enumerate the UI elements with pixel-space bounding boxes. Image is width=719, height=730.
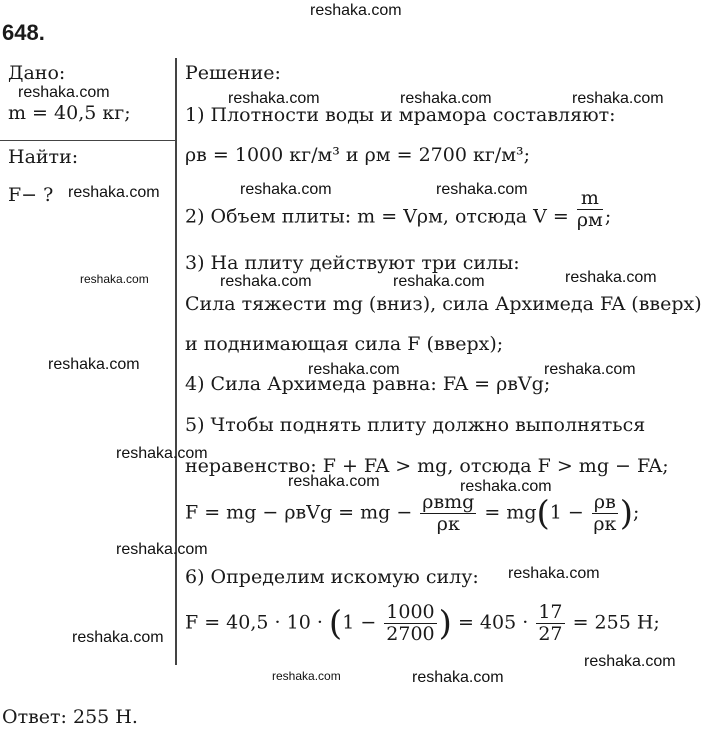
step-1: 1) Плотности воды и мрамора составляют: <box>185 104 616 126</box>
step-5-line-2: неравенство: F + FA > mg, отсюда F > mg − FA; <box>185 455 669 477</box>
step-2-end: ; <box>604 205 612 228</box>
answer: Ответ: 255 Н. <box>2 706 138 728</box>
step-6: 6) Определим искомую силу: <box>185 566 479 588</box>
step-6-numerator: 1000 <box>386 601 435 623</box>
step-6-b: = 405 · <box>457 611 529 634</box>
step-6-formula <box>185 602 660 645</box>
step-2-lhs: V = <box>533 205 569 228</box>
step-6-denominator: 2700 <box>386 622 435 645</box>
step-5-fraction <box>420 492 476 535</box>
watermark: reshaka.com <box>460 478 552 495</box>
step-2-numerator: m <box>577 188 603 210</box>
step-5-formula-b: = mg <box>484 501 537 524</box>
step-2-denominator: ρм <box>576 208 603 231</box>
watermark: reshaka.com <box>572 90 664 107</box>
step-6-denominator-2: 27 <box>538 622 563 645</box>
step-2-text: 2) Объем плиты: m = Vρм, отсюда <box>185 205 528 228</box>
step-5-paren-a: 1 − <box>549 501 584 524</box>
step-5-formula <box>185 492 639 535</box>
left-paren: ( <box>536 493 550 534</box>
step-5-paren-fraction <box>592 492 618 535</box>
step-6-fraction-2 <box>536 602 564 645</box>
right-paren: ) <box>619 493 634 534</box>
step-6-numerator-2: 17 <box>538 601 563 623</box>
watermark: reshaka.com <box>288 473 380 490</box>
step-5-paren-numerator: ρв <box>593 491 616 513</box>
watermark: reshaka.com <box>400 90 492 107</box>
watermark: reshaka.com <box>584 653 676 670</box>
step-6-a: F = 40,5 · 10 · <box>185 611 323 634</box>
watermark: reshaka.com <box>240 181 332 198</box>
left-paren-2: ( <box>328 603 343 644</box>
step-1-formula: ρв = 1000 кг/м³ и ρм = 2700 кг/м³; <box>185 144 530 166</box>
step-5-frac-numerator: ρвmg <box>422 491 475 513</box>
step-5-formula-a: F = mg − ρвVg = mg − <box>185 501 413 524</box>
watermark: reshaka.com <box>508 565 600 582</box>
watermark: reshaka.com <box>68 184 160 201</box>
step-6-paren: 1 − <box>342 611 377 634</box>
watermark: reshaka.com <box>436 181 528 198</box>
step-5-paren-denominator: ρк <box>593 512 617 535</box>
column-divider <box>175 58 177 665</box>
watermark: reshaka.com <box>228 90 320 107</box>
find-value: F− ? <box>8 184 54 206</box>
given-mass: m = 40,5 кг; <box>8 102 131 124</box>
given-title: Дано: <box>8 62 66 84</box>
step-3-line-3: и поднимающая сила F (вверх); <box>185 333 504 355</box>
step-5-end: ; <box>633 501 640 524</box>
watermark: reshaka.com <box>308 361 400 378</box>
step-6-c: = 255 Н; <box>572 611 660 634</box>
step-5: 5) Чтобы поднять плиту должно выполняться <box>185 414 646 436</box>
step-2-fraction <box>577 188 603 231</box>
step-5-frac-denominator: ρк <box>436 512 460 535</box>
problem-number: 648. <box>2 20 45 45</box>
step-3: 3) На плиту действуют три силы: <box>185 252 520 274</box>
site-watermark: reshaka.com <box>310 2 402 19</box>
step-3-line-2: Сила тяжести mg (вниз), сила Архимеда FA (вверх) <box>185 293 702 315</box>
watermark: reshaka.com <box>48 356 140 373</box>
watermark: reshaka.com <box>220 273 312 290</box>
watermark: reshaka.com <box>544 361 636 378</box>
watermark: reshaka.com <box>565 269 657 286</box>
watermark: reshaka.com <box>412 669 504 686</box>
watermark: reshaka.com <box>18 84 110 101</box>
step-4: 4) Сила Архимеда равна: FA = ρвVg; <box>185 373 551 395</box>
solution-title: Решение: <box>185 62 281 84</box>
given-divider <box>0 140 175 141</box>
watermark: reshaka.com <box>272 669 341 683</box>
find-title: Найти: <box>8 146 79 168</box>
right-paren-2: ) <box>438 603 452 644</box>
watermark: reshaka.com <box>393 273 485 290</box>
watermark: reshaka.com <box>116 445 208 462</box>
watermark: reshaka.com <box>116 541 208 558</box>
watermark: reshaka.com <box>72 629 164 646</box>
step-6-fraction <box>384 602 436 645</box>
watermark: reshaka.com <box>80 272 149 286</box>
